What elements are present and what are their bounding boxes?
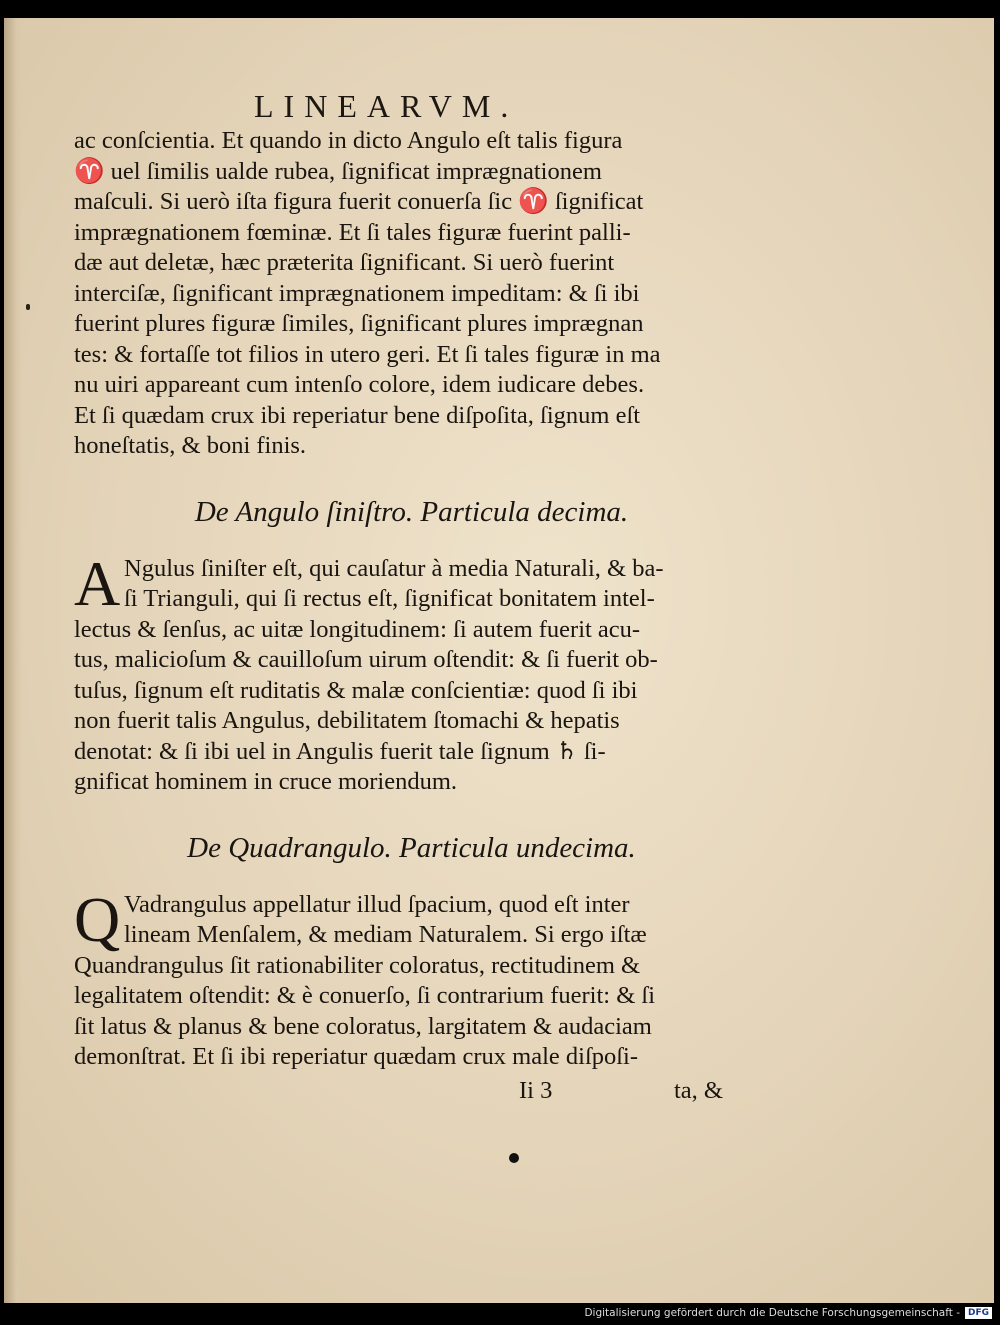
text-line: Vadrangulus appellatur illud ſpacium, quod eſt inter bbox=[124, 890, 630, 918]
text-line: Quandrangulus ſit rationabiliter coloratus, rectitudinem & bbox=[74, 951, 641, 979]
text-line: demonſtrat. Et ſi ibi reperiatur quædam crux male diſpoſi- bbox=[74, 1043, 639, 1070]
text-line: denotat: & ſi ibi uel in Angulis fuerit tale ſignum ♄ ſi- bbox=[74, 737, 606, 765]
catchword: ta, & bbox=[674, 1076, 723, 1104]
section-heading-angulo: De Angulo ſiniſtro. Particula decima. bbox=[194, 495, 629, 528]
ink-dot bbox=[509, 1153, 519, 1163]
paragraph-quadrangulo bbox=[74, 883, 749, 1073]
text-line: non fuerit talis Angulus, debilitatem ſtomachi & hepatis bbox=[74, 707, 620, 734]
credit-text: Digitalisierung gefördert durch die Deutsche Forschungsgemeinschaft - bbox=[584, 1307, 960, 1319]
text-line: tuſus, ſignum eſt ruditatis & malæ conſcientiæ: quod ſi ibi bbox=[74, 676, 638, 704]
section-heading-quadrangulo: De Quadrangulo. Particula undecima. bbox=[187, 831, 636, 864]
text-line: lineam Menſalem, & mediam Naturalem. Si ergo iſtæ bbox=[124, 921, 647, 948]
text-line: nu uiri appareant cum intenſo colore, idem iudicare debes. bbox=[74, 371, 645, 398]
text-line: dæ aut deletæ, hæc præterita ſignificant. Si uerò fuerint bbox=[74, 249, 615, 276]
text-line: tes: & fortaſſe tot filios in utero geri. Et ſi tales figuræ in ma bbox=[74, 340, 661, 368]
text-line: tus, malicioſum & cauilloſum uirum oſtendit: & ſi fuerit ob- bbox=[74, 646, 658, 673]
text-line: Et ſi quædam crux ibi reperiatur bene diſpoſita, ſignum eſt bbox=[74, 401, 641, 429]
text-line: lectus & ſenſus, ac uitæ longitudinem: ſi autem fuerit acu- bbox=[74, 615, 641, 643]
drop-cap: Q bbox=[74, 883, 121, 955]
text-block bbox=[74, 126, 749, 1107]
text-line: ſi Trianguli, qui ſi rectus eſt, ſignificat bonitatem intel- bbox=[124, 585, 655, 612]
text-line: gnificat hominem in cruce moriendum. bbox=[74, 768, 458, 795]
text-line: ſit latus & planus & bene coloratus, largitatem & audaciam bbox=[74, 1012, 652, 1040]
text-line: Ngulus ſiniſter eſt, qui cauſatur à media Naturali, & ba- bbox=[124, 554, 664, 582]
text-line: maſculi. Si uerò iſta figura fuerit conuerſa ſic ♈ ſignificat bbox=[74, 188, 644, 215]
digitization-credit bbox=[584, 1307, 992, 1319]
dfg-logo: DFG bbox=[965, 1307, 992, 1319]
page-spine-shadow bbox=[4, 18, 22, 1303]
signature-line bbox=[74, 1075, 749, 1107]
text-line: legalitatem oſtendit: & è conuerſo, ſi contrarium fuerit: & ſi bbox=[74, 982, 656, 1009]
text-line: honeſtatis, & boni finis. bbox=[74, 432, 307, 459]
paragraph-angulo bbox=[74, 547, 749, 798]
margin-ink-mark bbox=[26, 304, 30, 310]
book-page bbox=[4, 18, 994, 1303]
text-line: interciſæ, ſignificant imprægnationem impeditam: & ſi ibi bbox=[74, 279, 640, 307]
text-line: fuerint plures figuræ ſimiles, ſignificant plures imprægnan bbox=[74, 310, 644, 337]
signature-mark: Ii 3 bbox=[519, 1076, 553, 1104]
text-line: imprægnationem fœminæ. Et ſi tales figuræ fuerint palli- bbox=[74, 218, 631, 246]
text-line: ♈ uel ſimilis ualde rubea, ſignificat imprægnationem bbox=[74, 157, 602, 185]
running-head: LINEARVM. bbox=[254, 88, 519, 124]
drop-cap: A bbox=[74, 547, 121, 619]
text-line: ac conſcientia. Et quando in dicto Angulo eſt talis figura bbox=[74, 127, 623, 154]
